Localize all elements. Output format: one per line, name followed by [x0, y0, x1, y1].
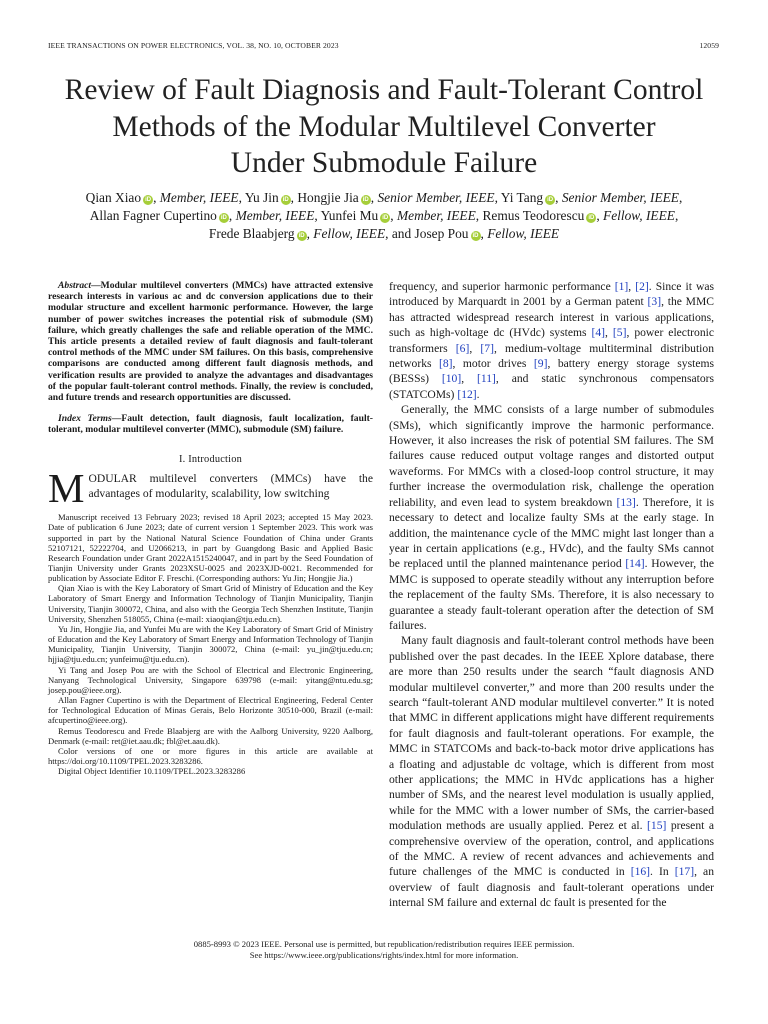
footnote: Manuscript received 13 February 2023; revised 18 April 2023; accepted 15 May 2023. Date of publication 6 June 2023; date of current version 1 September 2023. This work was supported in part by the National Natural Science Foundation of China under Grants 52107121, 52222704, and U2066213, in part by Guangdong Basic and Applied Basic Research Foundation under Grant 2022A1515240047, and in part by the Seed Foundation of Tianjin University under Grants 2023XSU-0025 and 2023XJD-0021. Recommended for publication by Associate Editor F. Freschi. (Corresponding authors: Yu Jin; Hongjie Jia.)	[48, 512, 373, 584]
author-list	[40, 189, 728, 244]
author-name: Allan Fagner Cupertino	[89, 208, 217, 224]
orcid-icon[interactable]: iD	[382, 215, 389, 222]
drop-cap: M	[48, 464, 85, 511]
index-terms-text: Fault detection, fault diagnosis, fault localization, fault-tolerant, modular multilevel converter (MMC), submodule (SM) failure.	[48, 413, 373, 436]
author-line: Qian Xiao iD , Member, IEEE, Yu Jin iD , Hongjie Jia iD , Senior Member, IEEE, Yi Tang iD , Senior Member, IEEE,	[85, 190, 683, 205]
copyright-line: 0885-8993 © 2023 IEEE. Personal use is permitted, but republication/redistribution requires IEEE permission.	[193, 939, 575, 949]
orcid-icon[interactable]: iD	[547, 197, 554, 203]
author-name: Frede Blaabjerg	[208, 226, 295, 242]
author-line: Allan Fagner Cupertino iD , Member, IEEE, Yunfei Mu iD , Member, IEEE, Remus Teodorescu iD , Fellow, IEEE,	[89, 208, 679, 224]
footnote: Yi Tang and Josep Pou are with the School of Electrical and Electronic Engineering, Nanyang Technological University, Singapore 639798 (e-mail: yitang@ntu.edu.sg; josep.pou@ieee.org).	[48, 664, 373, 695]
author-name: Remus Teodorescu	[482, 208, 585, 224]
paper-title	[20, 72, 748, 182]
citation-link[interactable]: [16]	[630, 865, 651, 879]
journal-name: IEEE TRANSACTIONS ON POWER ELECTRONICS, VOL. 38, NO. 10, OCTOBER 2023	[48, 41, 339, 50]
citation-link[interactable]: [17]	[674, 865, 695, 879]
citation-link[interactable]: [13]	[616, 495, 636, 509]
intro-paragraph	[48, 464, 373, 511]
body-paragraph: frequency, and superior harmonic performance [1], [2]. Since it was introduced by Marquardt in 2001 by a German patent [3], the MMC has attracted widespread research interest in various applications, such as high-voltage dc (HVdc) systems [4], [5], power electronic transformers [6], [7], medium-voltage multiterminal distribution networks [8], motor drives [9], battery energy storage systems (BESSs) [10], [11], and static synchronous compensators (STATCOMs) [12].	[389, 280, 715, 401]
author-grade: Senior Member, IEEE	[561, 190, 679, 205]
footnote: Qian Xiao is with the Key Laboratory of Smart Grid of Ministry of Education and the Key Laboratory of Smart Energy and Information Technology of Tianjin Municipality, Tianjin University, Tianjin 300072, China, and also with the Georgia Tech Shenzhen Institute, Tianjin University, Shenzhen 518055, China (e-mail: xiaoqian@tju.edu.cn).	[48, 583, 373, 624]
copyright-footer	[48, 939, 720, 961]
author-name: Josep Pou	[414, 226, 469, 242]
footnotes	[48, 512, 373, 776]
orcid-icon[interactable]: iD	[362, 197, 369, 203]
orcid-icon[interactable]: iD	[588, 215, 595, 222]
author-grade: Fellow, IEEE	[603, 208, 675, 224]
citation-link[interactable]: [2]	[635, 280, 649, 293]
author-grade: Fellow, IEEE	[487, 226, 560, 242]
footnote: Digital Object Identifier 10.1109/TPEL.2023.3283286	[58, 766, 246, 777]
right-column	[389, 279, 714, 911]
footnote: Remus Teodorescu and Frede Blaabjerg are with the Aalborg University, 9220 Aalborg, Denmark (e-mail: ret@iet.aau.dk; fbl@et.aau.dk).	[48, 725, 373, 746]
abstract-text: Modular multilevel converters (MMCs) have attracted extensive research interests in various ac and dc conversion applications due to their modular structure and excellent harmonic performance. However, the large number of power switches increases the potential risk of submodule (SM) failure, which greatly challenges the safe and reliable operation of the MMC. This article presents a detailed review of fault diagnosis and fault-tolerant control methods of the MMC under SM failures. On this basis, comprehensive comparisons are conducted among different fault diagnosis methods, and verification results are provided to analyze the advantages and disadvantages of the popular fault-tolerant control methods. Finally, the review is concluded, and future trends and research opportunities are discussed.	[48, 280, 373, 404]
citation-link[interactable]: [14]	[625, 557, 645, 571]
citation-link[interactable]: [7]	[480, 341, 494, 355]
citation-link[interactable]: [4]	[591, 326, 606, 340]
footnote: Allan Fagner Cupertino is with the Department of Electrical Engineering, Federal Center for Technological Education of Minas Gerais, Belo Horizonte 30510-000, Brazil (e-mail: afcupertino@ieee.org).	[48, 695, 373, 726]
citation-link[interactable]: [10]	[441, 372, 462, 386]
index-terms-label: Index Terms	[58, 413, 112, 425]
orcid-icon[interactable]: iD	[220, 215, 227, 222]
left-column	[48, 280, 373, 776]
footnote: Color versions of one or more figures in this article are available at https://doi.org/10.1109/TPEL.2023.3283286.	[48, 745, 373, 766]
citation-link[interactable]: [9]	[533, 357, 548, 371]
citation-link[interactable]: [12]	[457, 387, 477, 401]
body-paragraph: Generally, the MMC consists of a large number of submodules (SMs), which significantly improve the harmonic performance. However, it also increases the risk of potential SM failures. The SM failures cause reduced output voltage ranges and distorted output waveforms. For MMCs with a closed-loop control structure, it may further increase the overmodulation risk, challenge the operation reliability, and even lead to system breakdown [13]. Therefore, it is necessary to detect and localize faulty SMs at the early stage. In addition, the maintenance cycle of the MMC might last longer than a year in certain applications (e.g., HVdc), and the faulty SMs cannot be replaced until the planned maintenance period [14]. However, the MMC is supposed to operate steadily without any interruption before the replacement of the faulty SMs. Therefore, it is also necessary to guarantee a steady fault-tolerant operation after the detection of SM failures.	[389, 403, 714, 632]
author-grade: Member, IEEE	[235, 208, 315, 224]
author-name: Yi Tang	[500, 190, 544, 205]
author-name: Yunfei Mu	[320, 208, 379, 224]
citation-link[interactable]: [1]	[614, 280, 629, 293]
section-heading: I. Introduction	[178, 453, 243, 465]
citation-link[interactable]: [3]	[647, 295, 662, 309]
title-line: Review of Fault Diagnosis and Fault-Tolerant Control	[64, 74, 704, 106]
citation-link[interactable]: [11]	[477, 372, 496, 386]
author-line: Frede Blaabjerg iD , Fellow, IEEE, and Josep Pou iD , Fellow, IEEE	[208, 226, 560, 242]
author-grade: Member, IEEE	[159, 190, 239, 205]
author-name: Hongjie Jia	[297, 190, 359, 205]
orcid-icon[interactable]: iD	[472, 233, 479, 240]
orcid-icon[interactable]: iD	[298, 233, 305, 240]
citation-link[interactable]: [8]	[439, 357, 453, 371]
citation-link[interactable]: [5]	[612, 326, 627, 340]
citation-link[interactable]: [6]	[455, 341, 470, 355]
title-line: Methods of the Modular Multilevel Converter	[112, 110, 656, 143]
abstract: Abstract—Modular multilevel converters (MMCs) have attracted extensive research interests in various ac and dc conversion applications due to their modular structure and excellent harmonic performance. However, the large number of power switches increases the potential risk of submodule (SM) failure, which greatly challenges the safe and reliable operation of the MMC. This article presents a detailed review of fault diagnosis and fault-tolerant control methods of the MMC under SM failures. On this basis, comprehensive comparisons are conducted among different fault diagnosis methods, and verification results are provided to analyze the advantages and disadvantages of the popular fault-tolerant control methods. Finally, the review is concluded, and future trends and research opportunities are discussed.	[48, 280, 373, 404]
running-header	[48, 41, 719, 55]
author-grade: Fellow, IEEE	[313, 226, 386, 242]
author-name: Yu Jin	[244, 190, 279, 205]
title-line: Under Submodule Failure	[230, 147, 538, 179]
orcid-icon[interactable]: iD	[145, 197, 152, 203]
footnote: Yu Jin, Hongjie Jia, and Yunfei Mu are with the Key Laboratory of Smart Grid of Ministry of Education and the Key Laboratory of Smart Energy and Information Technology of Tianjin Municipality, Tianjin University, Tianjin 300072, China (e-mail: yu_jin@tju.edu.cn; hjjia@tju.edu.cn; yunfeimu@tju.edu.cn).	[48, 623, 373, 665]
author-grade: Senior Member, IEEE	[377, 190, 495, 205]
abstract-label: Abstract	[58, 280, 92, 291]
intro-text: ODULAR multilevel converters (MMCs) have the advantages of modularity, scalability, low switching	[88, 471, 373, 500]
index-terms: Index Terms—Fault detection, fault diagnosis, fault localization, fault-tolerant, modular multilevel converter (MMC), submodule (SM) failure.	[48, 413, 373, 436]
rights-line: See https://www.ieee.org/publications/rights/index.html for more information.	[249, 950, 519, 960]
author-grade: Member, IEEE	[396, 208, 476, 224]
citation-link[interactable]: [15]	[647, 819, 667, 833]
orcid-icon[interactable]: iD	[282, 197, 289, 203]
body-paragraph: Many fault diagnosis and fault-tolerant control methods have been published over the past decades. In the IEEE Xplore database, there are more than 250 results under the search “fault diagnosis AND modular multilevel converter,” and more than 200 results under the search “fault-tolerant AND modular multilevel converter.” It is noted that MMC in different applications might have different requirements for fault diagnosis and fault-tolerant operations. For example, the MMC in STATCOMs and back-to-back motor drive applications has a floating and adjustable dc voltage, which is different from most other applications; the MMC in HVdc applications has a higher number of SMs, and the nearest level modulation is usually applied, while for the MMC with a lower number of SMs, the carrier-based modulation methods are usually applied. Perez et al. [15] present a comprehensive overview of the operation, control, and applications of the MMC. A review of recent advances and achievements and future challenges of the MMC is conducted in [16]. In [17], an overview of fault diagnosis and fault-tolerant operations under internal SM failure and external dc fault is presented for the	[389, 634, 714, 910]
author-name: Qian Xiao	[85, 190, 142, 205]
page-number: 12059	[699, 41, 719, 50]
